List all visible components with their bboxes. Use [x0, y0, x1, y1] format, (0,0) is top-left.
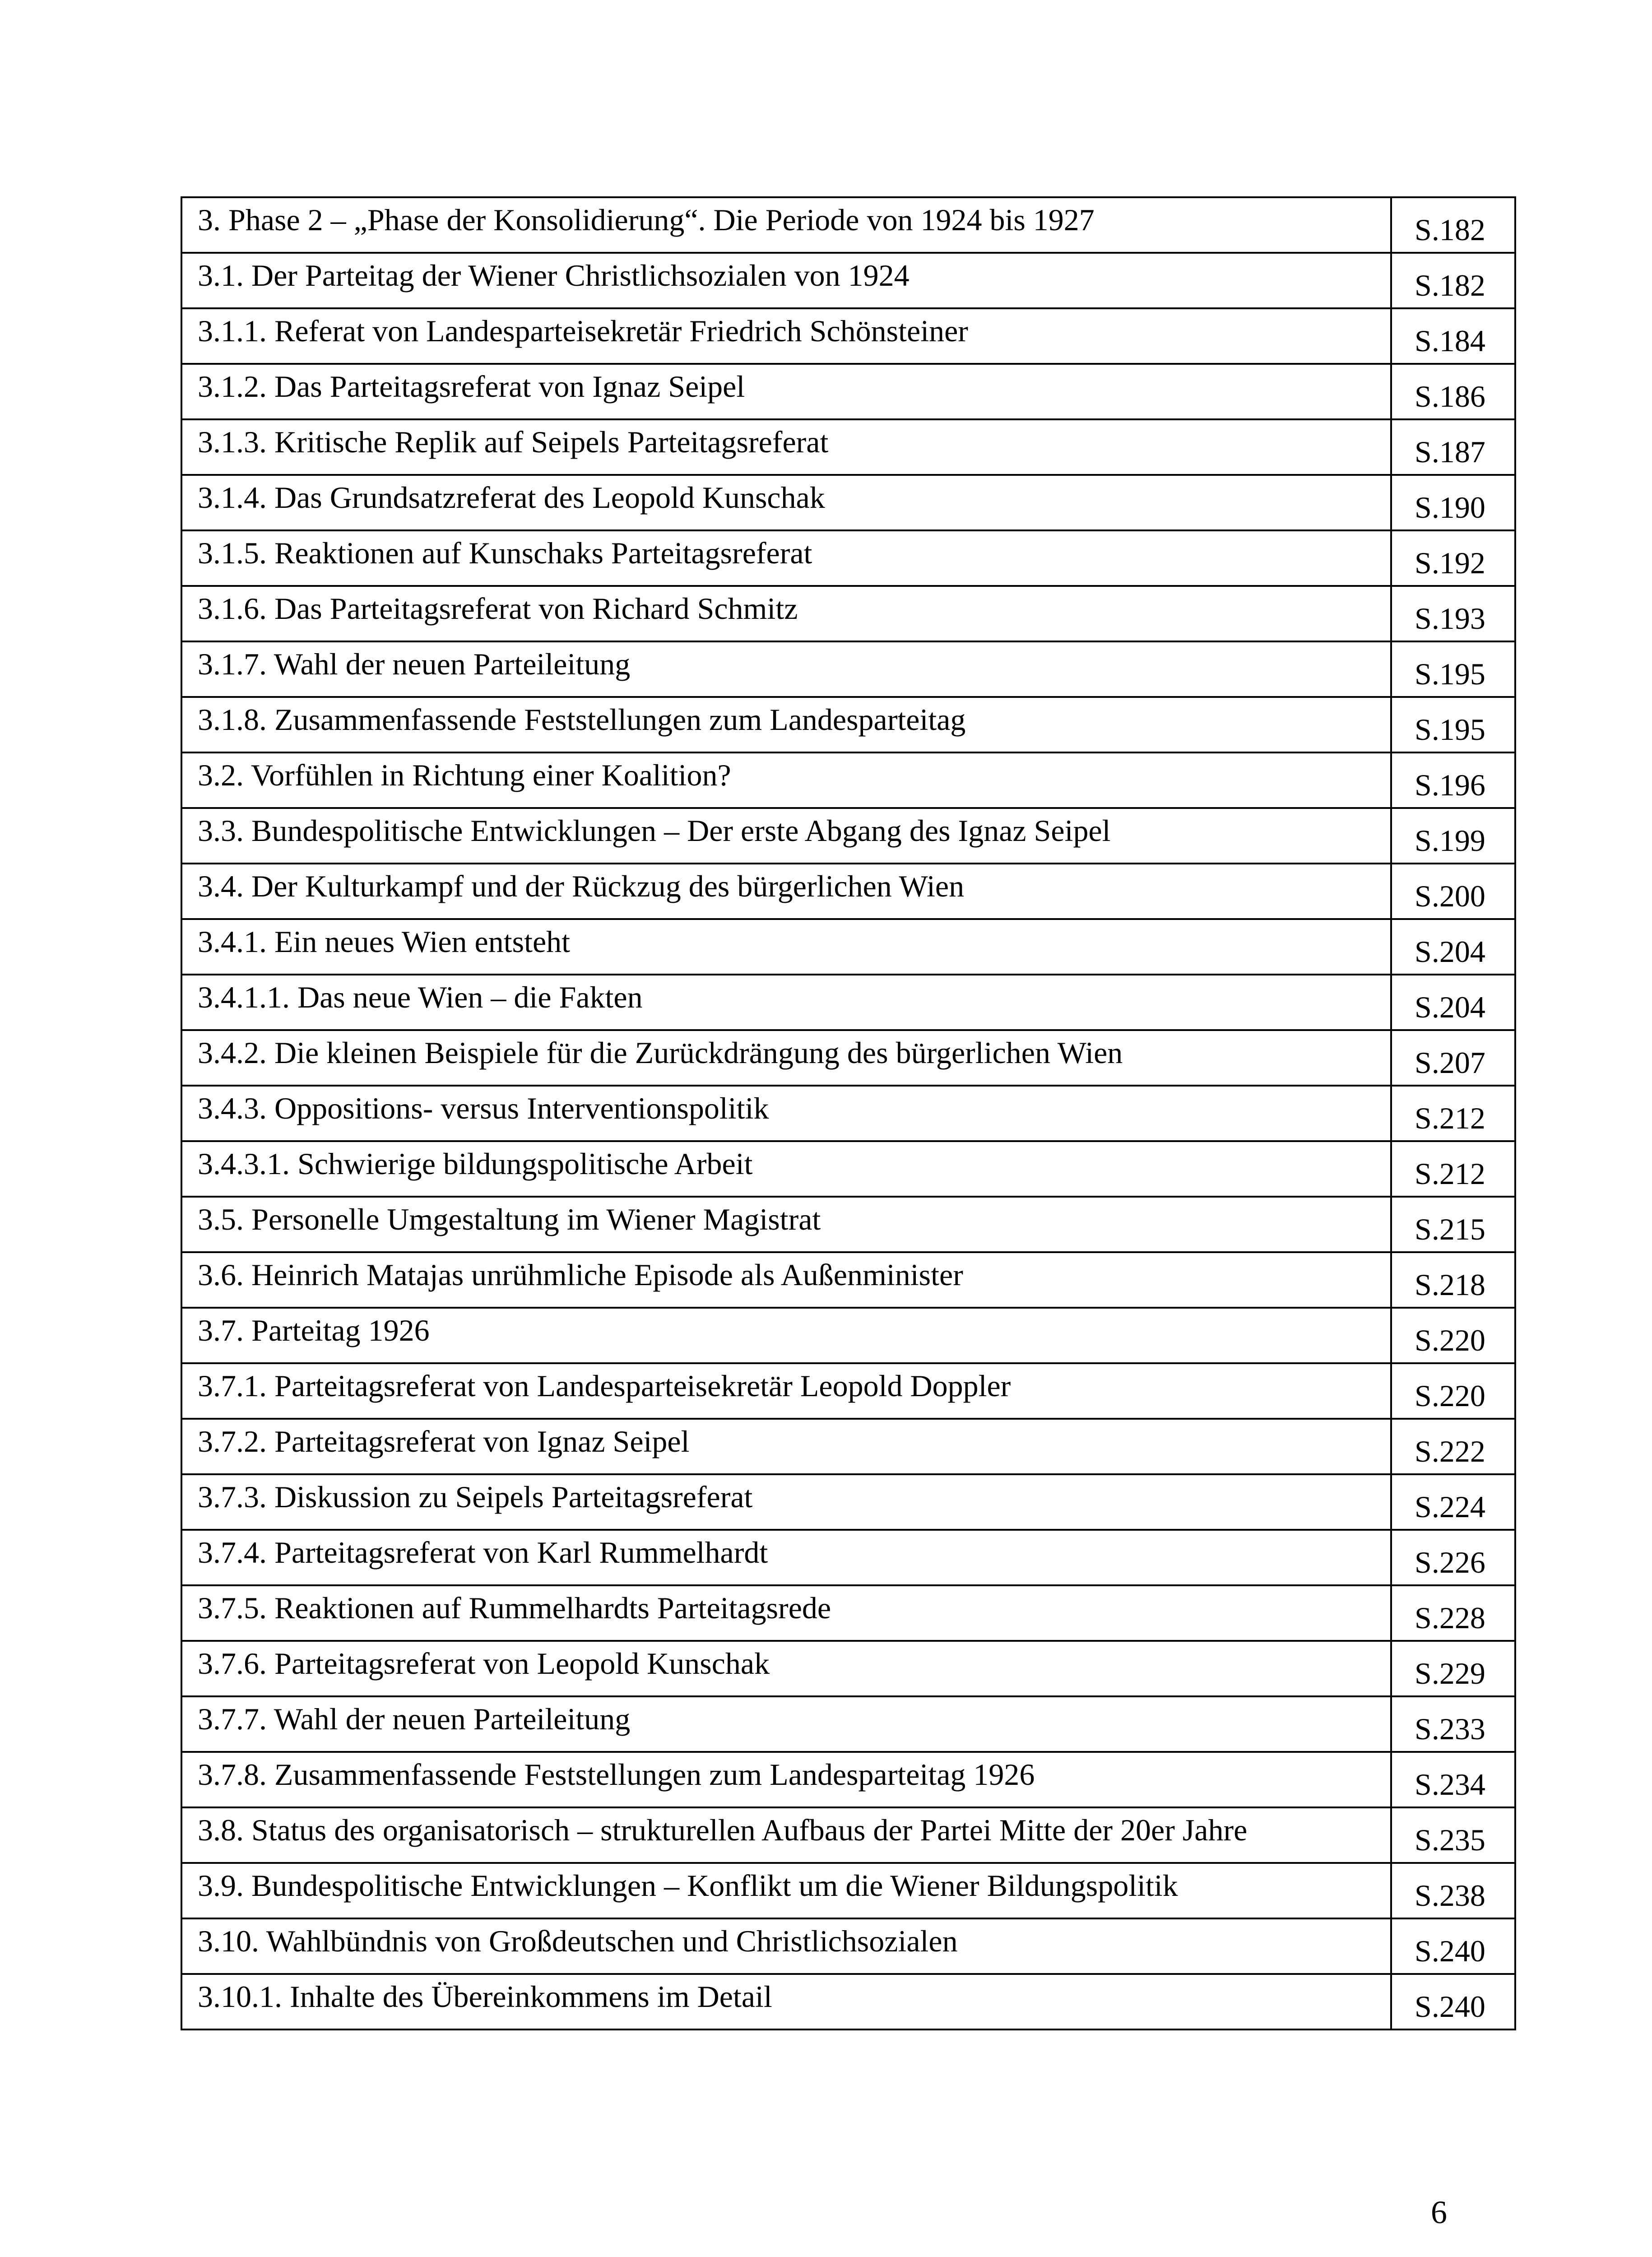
- toc-row: [181, 586, 1515, 641]
- toc-entry-page: S.226: [1391, 1530, 1515, 1585]
- toc-entry-title: 3.10.1. Inhalte des Übereinkommens im Detail: [181, 1974, 1391, 2029]
- toc-entry-title: 3.1.1. Referat von Landesparteisekretär Friedrich Schönsteiner: [181, 308, 1391, 364]
- toc-entry-page: S.215: [1391, 1197, 1515, 1252]
- toc-entry-title: 3.4.2. Die kleinen Beispiele für die Zurückdrängung des bürgerlichen Wien: [181, 1030, 1391, 1086]
- toc-entry-title: 3.7.3. Diskussion zu Seipels Parteitagsreferat: [181, 1474, 1391, 1530]
- toc-entry-title: 3.10. Wahlbündnis von Großdeutschen und Christlichsozialen: [181, 1918, 1391, 1974]
- toc-entry-page: S.195: [1391, 697, 1515, 752]
- toc-entry-title: 3.5. Personelle Umgestaltung im Wiener Magistrat: [181, 1197, 1391, 1252]
- toc-entry-title: 3.3. Bundespolitische Entwicklungen – Der erste Abgang des Ignaz Seipel: [181, 808, 1391, 864]
- toc-row: [181, 808, 1515, 864]
- toc-entry-page: S.199: [1391, 808, 1515, 864]
- toc-entry-title: 3.2. Vorfühlen in Richtung einer Koalition?: [181, 752, 1391, 808]
- toc-entry-page: S.200: [1391, 864, 1515, 919]
- toc-entry-title: 3.4.3. Oppositions- versus Interventionspolitik: [181, 1086, 1391, 1141]
- toc-entry-page: S.192: [1391, 530, 1515, 586]
- toc-row: [181, 308, 1515, 364]
- toc-entry-title: 3.7.7. Wahl der neuen Parteileitung: [181, 1696, 1391, 1752]
- toc-entry-title: 3.1.3. Kritische Replik auf Seipels Parteitagsreferat: [181, 419, 1391, 475]
- toc-entry-page: S.238: [1391, 1863, 1515, 1918]
- toc-entry-page: S.228: [1391, 1585, 1515, 1641]
- toc-entry-title: 3. Phase 2 – „Phase der Konsolidierung“. Die Periode von 1924 bis 1927: [181, 197, 1391, 253]
- toc-row: [181, 253, 1515, 308]
- toc-entry-page: S.204: [1391, 919, 1515, 975]
- toc-row: [181, 1474, 1515, 1530]
- toc-row: [181, 641, 1515, 697]
- toc-row: [181, 919, 1515, 975]
- toc-entry-title: 3.7. Parteitag 1926: [181, 1308, 1391, 1363]
- toc-entry-title: 3.7.5. Reaktionen auf Rummelhardts Parteitagsrede: [181, 1585, 1391, 1641]
- toc-entry-page: S.184: [1391, 308, 1515, 364]
- toc-entry-title: 3.4.1.1. Das neue Wien – die Fakten: [181, 975, 1391, 1030]
- toc-entry-title: 3.1.4. Das Grundsatzreferat des Leopold Kunschak: [181, 475, 1391, 530]
- toc-entry-title: 3.4.3.1. Schwierige bildungspolitische Arbeit: [181, 1141, 1391, 1197]
- toc-entry-page: S.229: [1391, 1641, 1515, 1696]
- toc-row: [181, 197, 1515, 253]
- toc-entry-page: S.212: [1391, 1141, 1515, 1197]
- toc-entry-page: S.196: [1391, 752, 1515, 808]
- toc-row: [181, 1086, 1515, 1141]
- toc-entry-title: 3.1.5. Reaktionen auf Kunschaks Parteitagsreferat: [181, 530, 1391, 586]
- toc-row: [181, 475, 1515, 530]
- toc-entry-title: 3.7.4. Parteitagsreferat von Karl Rummelhardt: [181, 1530, 1391, 1585]
- toc-entry-title: 3.7.2. Parteitagsreferat von Ignaz Seipel: [181, 1419, 1391, 1474]
- toc-entry-title: 3.7.1. Parteitagsreferat von Landesparteisekretär Leopold Doppler: [181, 1363, 1391, 1419]
- toc-entry-page: S.182: [1391, 197, 1515, 253]
- toc-row: [181, 419, 1515, 475]
- toc-row: [181, 1974, 1515, 2029]
- toc-row: [181, 1752, 1515, 1807]
- toc-row: [181, 1696, 1515, 1752]
- toc-entry-page: S.235: [1391, 1807, 1515, 1863]
- toc-row: [181, 1530, 1515, 1585]
- toc-row: [181, 1419, 1515, 1474]
- toc-entry-title: 3.4.1. Ein neues Wien entsteht: [181, 919, 1391, 975]
- toc-entry-page: S.220: [1391, 1308, 1515, 1363]
- toc-entry-title: 3.8. Status des organisatorisch – strukturellen Aufbaus der Partei Mitte der 20er Jahre: [181, 1807, 1391, 1863]
- toc-entry-title: 3.4. Der Kulturkampf und der Rückzug des bürgerlichen Wien: [181, 864, 1391, 919]
- page-number: 6: [1431, 2194, 1447, 2230]
- toc-row: [181, 530, 1515, 586]
- toc-row: [181, 1141, 1515, 1197]
- toc-row: [181, 1030, 1515, 1086]
- toc-row: [181, 1641, 1515, 1696]
- toc-entry-page: S.233: [1391, 1696, 1515, 1752]
- toc-row: [181, 1363, 1515, 1419]
- toc-row: [181, 1863, 1515, 1918]
- toc-entry-page: S.218: [1391, 1252, 1515, 1308]
- toc-entry-title: 3.7.8. Zusammenfassende Feststellungen zum Landesparteitag 1926: [181, 1752, 1391, 1807]
- toc-row: [181, 1807, 1515, 1863]
- toc-row: [181, 864, 1515, 919]
- toc-entry-title: 3.1.2. Das Parteitagsreferat von Ignaz Seipel: [181, 364, 1391, 419]
- toc-row: [181, 975, 1515, 1030]
- toc-entry-page: S.204: [1391, 975, 1515, 1030]
- toc-entry-title: 3.1.8. Zusammenfassende Feststellungen zum Landesparteitag: [181, 697, 1391, 752]
- toc-body: [181, 197, 1515, 2029]
- toc-entry-page: S.207: [1391, 1030, 1515, 1086]
- toc-entry-page: S.222: [1391, 1419, 1515, 1474]
- toc-entry-page: S.240: [1391, 1918, 1515, 1974]
- toc-entry-title: 3.1.6. Das Parteitagsreferat von Richard Schmitz: [181, 586, 1391, 641]
- toc-entry-page: S.224: [1391, 1474, 1515, 1530]
- toc-entry-title: 3.6. Heinrich Matajas unrühmliche Episode als Außenminister: [181, 1252, 1391, 1308]
- toc-row: [181, 1197, 1515, 1252]
- toc-entry-page: S.195: [1391, 641, 1515, 697]
- toc-entry-page: S.190: [1391, 475, 1515, 530]
- toc-row: [181, 1918, 1515, 1974]
- toc-entry-page: S.186: [1391, 364, 1515, 419]
- toc-entry-page: S.187: [1391, 419, 1515, 475]
- toc-entry-page: S.212: [1391, 1086, 1515, 1141]
- toc-entry-page: S.240: [1391, 1974, 1515, 2029]
- toc-entry-page: S.193: [1391, 586, 1515, 641]
- toc-entry-title: 3.7.6. Parteitagsreferat von Leopold Kunschak: [181, 1641, 1391, 1696]
- toc-entry-title: 3.1. Der Parteitag der Wiener Christlichsozialen von 1924: [181, 253, 1391, 308]
- toc-entry-page: S.220: [1391, 1363, 1515, 1419]
- toc-table: [181, 196, 1516, 2030]
- toc-row: [181, 1252, 1515, 1308]
- toc-row: [181, 752, 1515, 808]
- toc-entry-title: 3.1.7. Wahl der neuen Parteileitung: [181, 641, 1391, 697]
- toc-row: [181, 697, 1515, 752]
- toc-entry-title: 3.9. Bundespolitische Entwicklungen – Konflikt um die Wiener Bildungspolitik: [181, 1863, 1391, 1918]
- toc-row: [181, 364, 1515, 419]
- toc-entry-page: S.234: [1391, 1752, 1515, 1807]
- toc-row: [181, 1585, 1515, 1641]
- toc-entry-page: S.182: [1391, 253, 1515, 308]
- toc-row: [181, 1308, 1515, 1363]
